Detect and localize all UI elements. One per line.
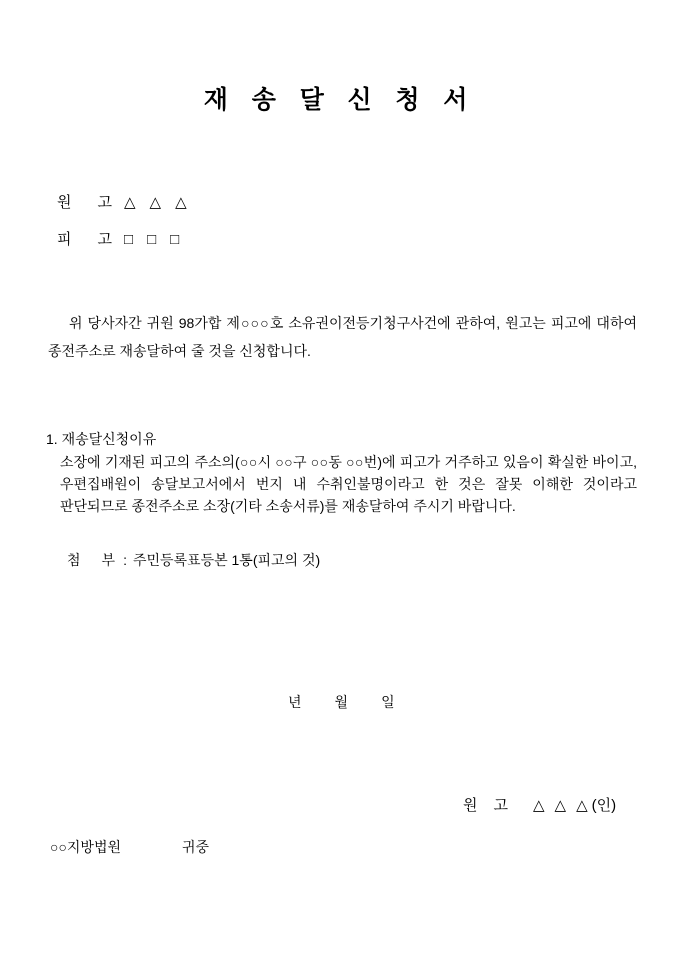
reason-section-body: 소장에 기재된 피고의 주소의(○○시 ○○구 ○○동 ○○번)에 피고가 거주하고 있음이 확실한 바이고, 우편집배원이 송달보고서에서 번지 내 수취인불명이라고 한 것은 잘못 이해한 것이라고 판단되므로 종전주소로 소장(기타 소송서류)를 재송달하여 주시기 바랍니다. bbox=[60, 454, 637, 514]
application-body-paragraph: 위 당사자간 귀원 98가합 제○○○호 소유권이전등기청구사건에 관하여, 원고는 피고에 대하여 종전주소로 재송달하여 줄 것을 신청합니다. bbox=[48, 315, 637, 359]
plaintiff-name-placeholder-symbol: △ bbox=[124, 194, 136, 211]
attachment-line bbox=[67, 550, 320, 570]
attachment-separator: : bbox=[123, 552, 127, 568]
court-name: ○○지방법원 bbox=[50, 839, 122, 855]
attachment-value: 주민등록표등본 1통(피고의 것) bbox=[132, 552, 321, 568]
date-month-label: 월 bbox=[334, 694, 349, 710]
plaintiff-line bbox=[57, 191, 187, 212]
signature-name-placeholder-symbol: △ bbox=[554, 797, 567, 814]
defendant-name-placeholder-symbol: □ bbox=[147, 231, 157, 248]
defendant-line bbox=[57, 228, 179, 249]
attachment-label-char: 부 bbox=[101, 552, 116, 568]
defendant-role-char: 피 bbox=[57, 231, 72, 248]
plaintiff-role-char: 원 bbox=[57, 194, 72, 211]
date-year-label: 년 bbox=[288, 694, 302, 710]
court-line bbox=[50, 837, 209, 857]
document-title: 재 송 달 신 청 서 bbox=[203, 87, 477, 114]
signature-name-placeholder-symbol: △ bbox=[576, 797, 588, 814]
plaintiff-name-placeholder-symbol: △ bbox=[149, 194, 162, 211]
reason-section-heading: 1. 재송달신청이유 bbox=[46, 431, 157, 447]
defendant-role-char: 고 bbox=[97, 231, 112, 248]
plaintiff-role-char: 고 bbox=[97, 194, 112, 211]
signature-name-placeholder-symbol: △ bbox=[533, 797, 545, 814]
date-line bbox=[288, 692, 395, 712]
seal-mark: (인) bbox=[591, 797, 617, 814]
court-honorific: 귀중 bbox=[182, 839, 210, 855]
signature-role-char: 고 bbox=[493, 797, 508, 814]
defendant-name-placeholder-symbol: □ bbox=[124, 231, 134, 248]
defendant-name-placeholder-symbol: □ bbox=[170, 231, 180, 248]
signature-line bbox=[463, 794, 616, 815]
attachment-label-char: 첨 bbox=[67, 552, 81, 568]
date-day-label: 일 bbox=[381, 694, 395, 710]
plaintiff-name-placeholder-symbol: △ bbox=[175, 194, 187, 211]
signature-role-char: 원 bbox=[463, 797, 478, 814]
